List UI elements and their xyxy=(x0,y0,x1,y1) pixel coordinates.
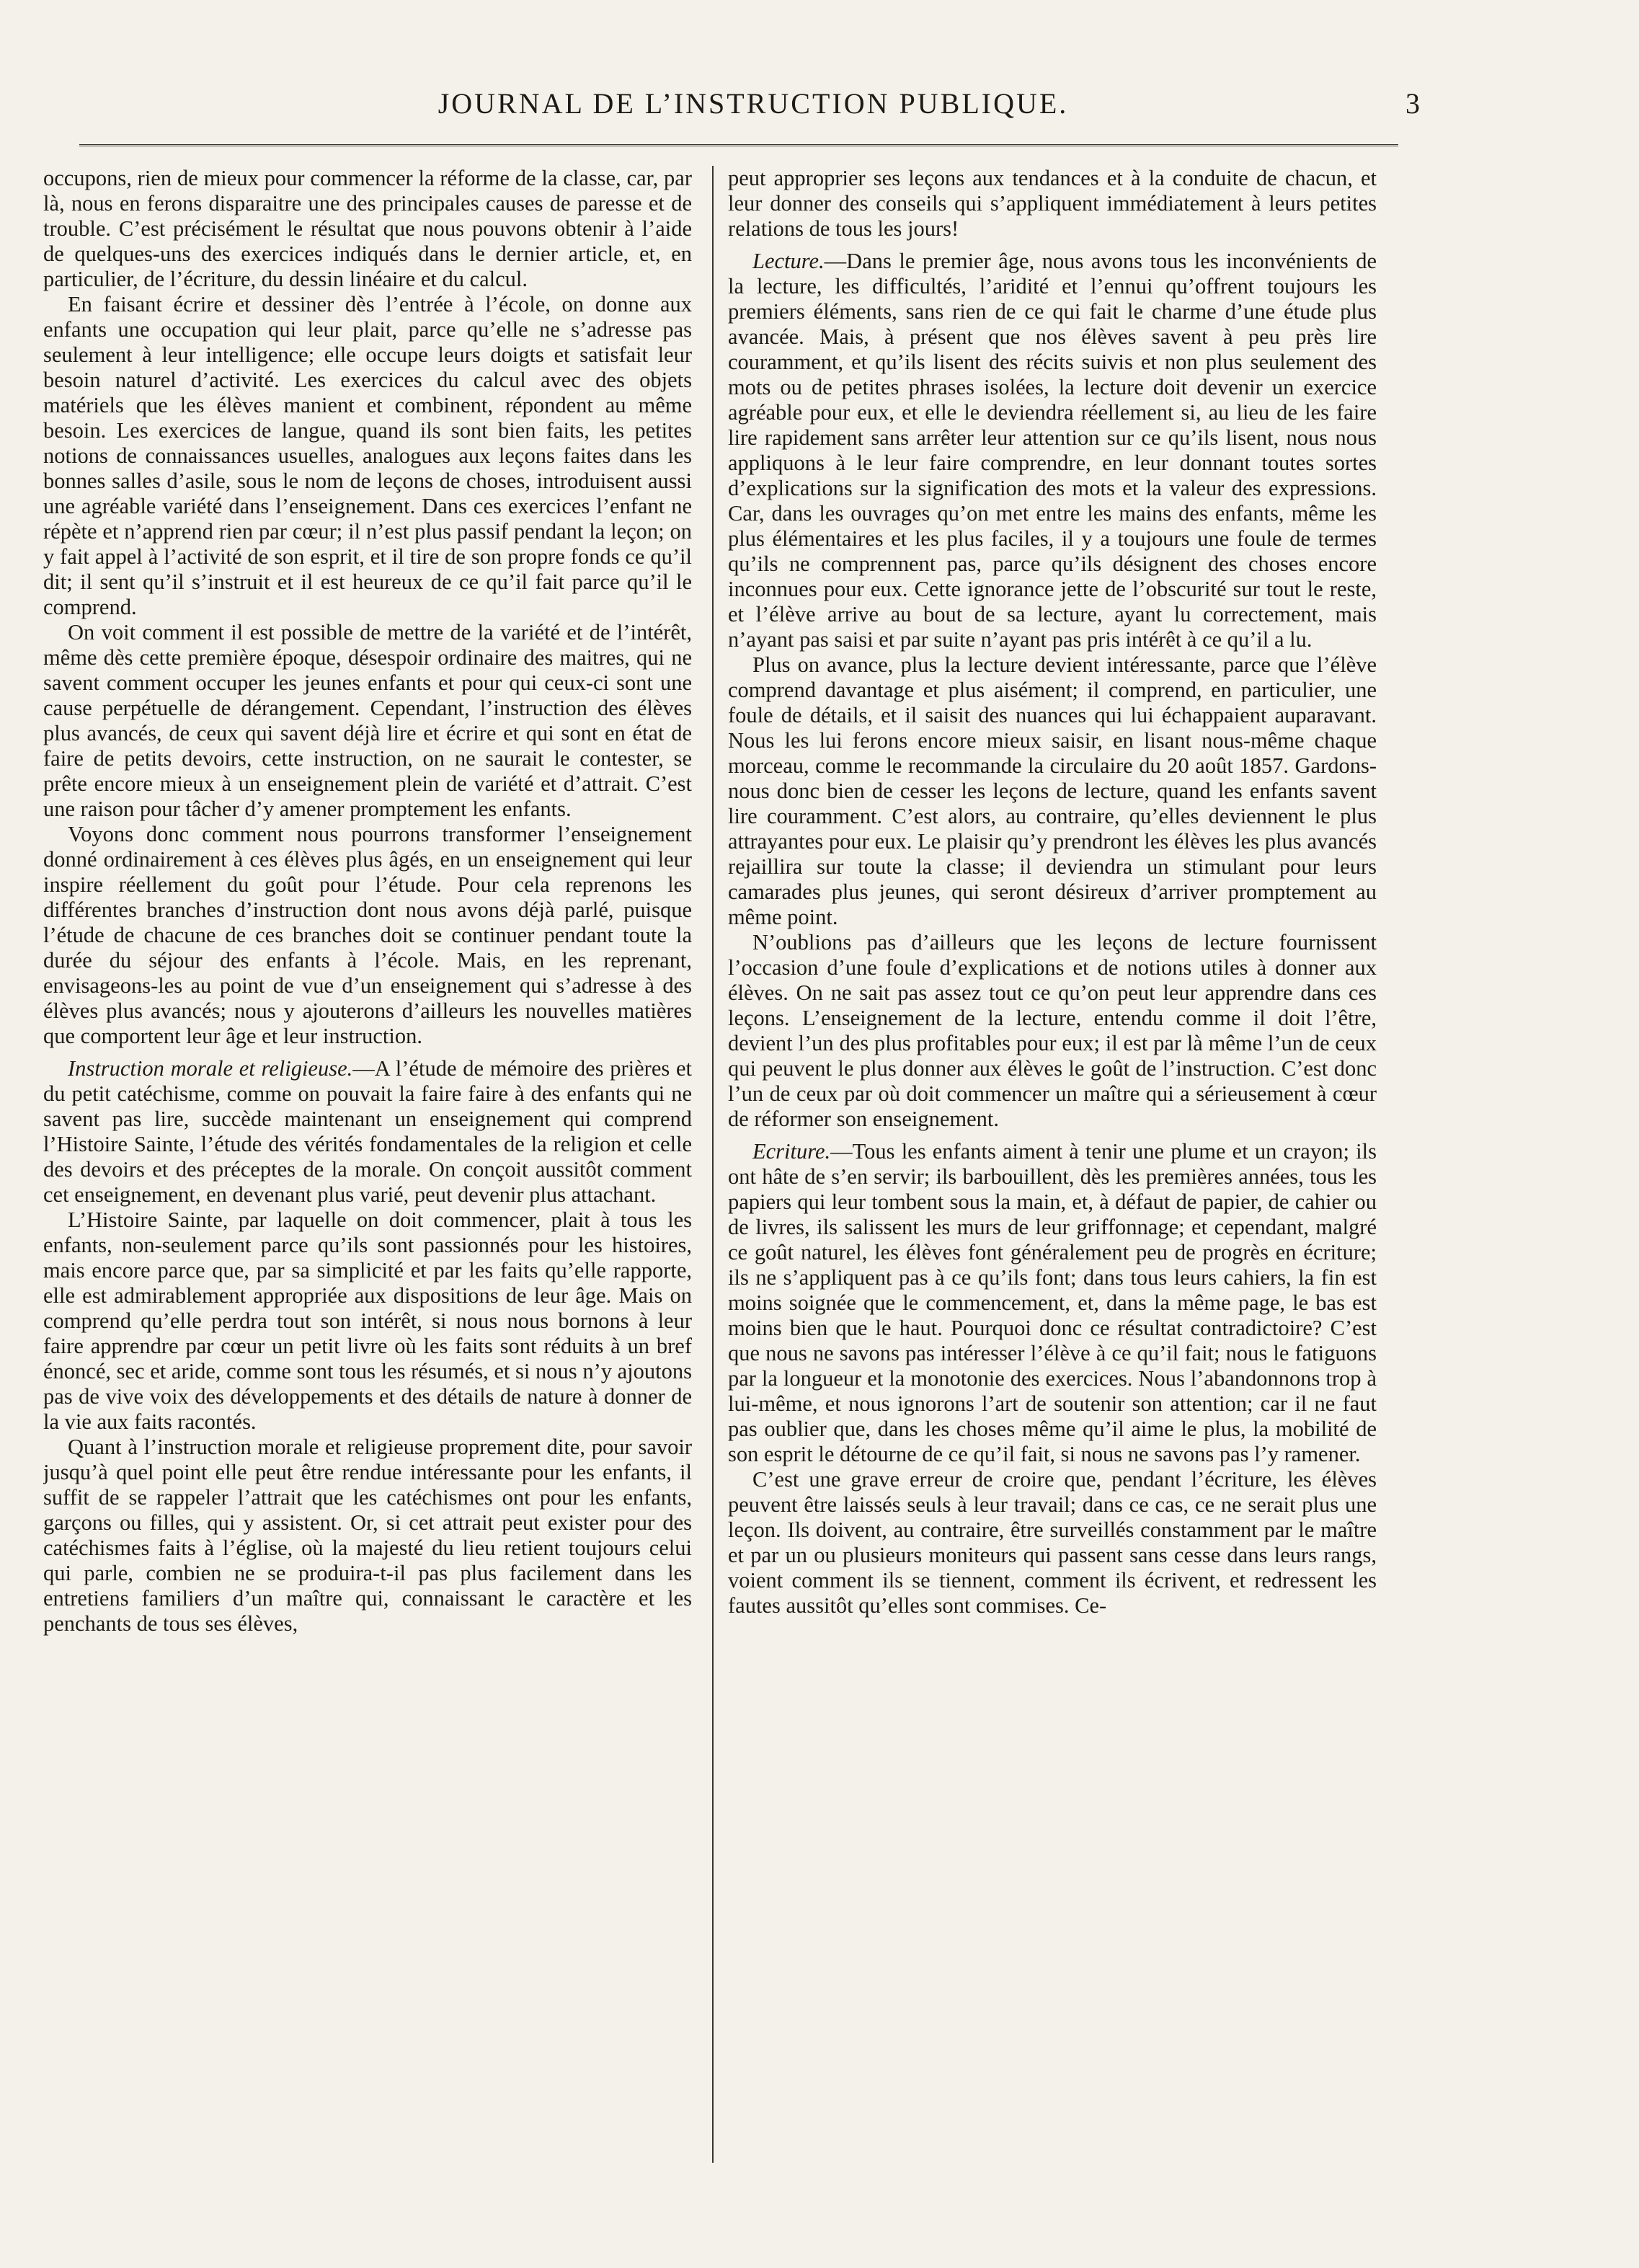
paragraph-text: —A l’étude de mémoire des prières et du petit catéchisme, comme on pouvait la faire faire à des enfants qui ne savent pas lire, succède maintenant un enseignement qui comprend l’Histoire Sainte, l’étude des vérités fondamentales de la religion et celle des devoirs et des préceptes de la morale. On conçoit aussitôt comment cet enseignement, en devenant plus varié, peut devenir plus attachant. xyxy=(43,1056,692,1207)
section-title-instruction-morale: Instruction morale et religieuse. xyxy=(68,1056,353,1081)
paragraph: Quant à l’instruction morale et religieuse proprement dite, pour savoir jusqu’à quel point elle peut être rendue intéressante pour les enfants, il suffit de se rappeler l’attrait que les catéchismes ont pour les enfants, garçons ou filles, qui y assistent. Or, si cet attrait peut exister pour des catéchismes faits à l’église, où la majesté du lieu retient toujours celui qui parle, combien ne se produira-t-il pas plus facilement dans les entretiens familiers d’un maître qui, connaissant le caractère et les penchants de tous ses élèves, xyxy=(43,1435,692,1636)
paragraph xyxy=(728,249,1377,652)
paragraph: N’oublions pas d’ailleurs que les leçons de lecture fournissent l’occasion d’une foule d’explications et de notions utiles à donner aux élèves. On ne sait pas assez tout ce qu’on peut leur apprendre dans ces leçons. L’enseignement de la lecture, entendu comme il doit l’être, devient l’un des plus profitables pour eux; il est par là même l’un de ceux qui peuvent le plus donner aux élèves le goût de l’instruction. C’est donc l’un de ceux par où doit commencer un maître qui a sérieusement à cœur de réformer son enseignement. xyxy=(728,930,1377,1131)
column-divider xyxy=(712,166,714,2163)
right-column xyxy=(728,166,1377,2242)
header-rule xyxy=(79,144,1398,146)
page-number: 3 xyxy=(1405,87,1420,120)
paragraph xyxy=(728,1139,1377,1467)
paragraph-text: —Dans le premier âge, nous avons tous les inconvénients de la lecture, les difficultés, l’aridité et l’ennui qu’offrent toujours les premiers éléments, sans rien de ce qui fait le charme d’une étude plus avancée. Mais, à présent que nos élèves savent à peu près lire couramment, et qu’ils lisent des récits suivis et non plus seulement des mots ou de petites phrases isolées, la lecture doit devenir un exercice agréable pour eux, et elle le deviendra réellement si, au lieu de les faire lire rapidement sans arrêter leur attention sur ce qu’ils lisent, nous nous appliquons à le leur faire comprendre, en leur donnant toutes sortes d’explications sur la signification des mots et la valeur des expressions. Car, dans les ouvrages qu’on met entre les mains des enfants, même les plus élémentaires et les plus faciles, il y a toujours une foule de termes qu’ils ne comprennent pas, parce qu’ils désignent des choses encore inconnues pour eux. Cette ignorance jette de l’obscurité sur tout le reste, et l’élève arrive au bout de sa lecture, ayant lu correctement, mais n’ayant pas saisi et par suite n’ayant pas pris intérêt à ce qu’il a lu. xyxy=(728,249,1377,652)
section-title-ecriture: Ecriture. xyxy=(752,1139,831,1164)
paragraph: On voit comment il est possible de mettre de la variété et de l’intérêt, même dès cette première époque, désespoir ordinaire des maitres, qui ne savent comment occuper les jeunes enfants et pour qui ceux-ci sont une cause perpétuelle de dérangement. Cependant, l’instruction des élèves plus avancés, de ceux qui savent déjà lire et écrire et qui sont en état de faire de petits devoirs, cette instruction, on ne saurait le contester, se prête encore mieux à un enseignement plein de variété et d’attrait. C’est une raison pour tâcher d’y amener promptement les enfants. xyxy=(43,620,692,821)
left-column xyxy=(43,166,692,2242)
paragraph: En faisant écrire et dessiner dès l’entrée à l’école, on donne aux enfants une occupation qui leur plait, parce qu’elle ne s’adresse pas seulement à leur intelligence; elle occupe leurs doigts et satisfait leur besoin naturel d’activité. Les exercices du calcul avec des objets matériels que les élèves manient et combinent, répondent au même besoin. Les exercices de langue, quand ils sont bien faits, les petites notions de connaissances usuelles, analogues aux leçons faites dans les bonnes salles d’asile, sous le nom de leçons de choses, introduisent aussi une agréable variété dans l’enseignement. Dans ces exercices l’enfant ne répète et n’apprend rien par cœur; il n’est plus passif pendant la leçon; on y fait appel à l’activité de son esprit, et il tire de son propre fonds ce qu’il dit; il sent qu’il s’instruit et il est heureux de ce qu’il fait parce qu’il le comprend. xyxy=(43,292,692,619)
paragraph: Voyons donc comment nous pourrons transformer l’enseignement donné ordinairement à ces élèves plus âgés, en un enseignement qui leur inspire réellement du goût pour l’étude. Pour cela reprenons les différentes branches d’instruction dont nous avons déjà parlé, puisque l’étude de chacune de ces branches doit se continuer pendant toute la durée du séjour des enfants à l’école. Mais, en les reprenant, envisageons-les au point de vue d’un enseignement qui s’adresse à des élèves plus avancés; nous y ajouterons d’ailleurs les nouvelles matières que comportent leur âge et leur instruction. xyxy=(43,822,692,1048)
paragraph: occupons, rien de mieux pour commencer la réforme de la classe, car, par là, nous en ferons disparaitre une des principales causes de paresse et de trouble. C’est précisément le résultat que nous pouvons obtenir à l’aide de quelques-uns des exercices indiqués dans le dernier article, et, en particulier, de l’écriture, du dessin linéaire et du calcul. xyxy=(43,166,692,291)
paragraph: L’Histoire Sainte, par laquelle on doit commencer, plait à tous les enfants, non-seulement parce qu’ils sont passionnés pour les histoires, mais encore parce que, par sa simplicité et par les faits qu’elle rapporte, elle est admirablement appropriée aux dispositions de leur âge. Mais on comprend qu’elle perdra tout son intérêt, si nous nous bornons à leur faire apprendre par cœur un petit livre où les faits sont réduits à un bref énoncé, sec et aride, comme sont tous les résumés, et si nous n’y ajoutons pas de vive voix des développements et des détails de nature à donner de la vie aux faits racontés. xyxy=(43,1208,692,1434)
journal-title: JOURNAL DE L’INSTRUCTION PUBLIQUE. xyxy=(437,87,1069,120)
paragraph: peut approprier ses leçons aux tendances et à la conduite de chacun, et leur donner des conseils qui s’appliquent immédiatement à leurs petites relations de tous les jours! xyxy=(728,166,1377,241)
section-title-lecture: Lecture. xyxy=(752,249,825,273)
paragraph xyxy=(43,1056,692,1208)
page-header xyxy=(86,79,1420,130)
paragraph-text: —Tous les enfants aiment à tenir une plume et un crayon; ils ont hâte de s’en servir; ils barbouillent, dès les premières années, tous les papiers qui leur tombent sous la main, et, à défaut de papier, de cahier ou de livres, ils salissent les murs de leur griffonnage; et cependant, malgré ce goût naturel, les élèves font généralement peu de progrès en écriture; ils ne s’appliquent pas à ce qu’ils font; dans tous leurs cahiers, la fin est moins soignée que le commencement, et, dans la même page, le bas est moins bien que le haut. Pourquoi donc ce résultat contradictoire? C’est que nous ne savons pas intéresser l’élève à ce qu’il fait; nous le fatiguons par la longueur et la monotonie des exercices. Nous l’abandonnons trop à lui-même, et nous ignorons l’art de soutenir son attention; car il ne faut pas oublier que, dans les choses même qu’il aime le plus, la mobilité de son esprit le détourne de ce qu’il fait, si nous ne savons pas l’y ramener. xyxy=(728,1139,1377,1466)
paragraph: Plus on avance, plus la lecture devient intéressante, parce que l’élève comprend davantage et plus aisément; il comprend, en particulier, une foule de détails, et il saisit des nuances qui lui échappaient auparavant. Nous les lui ferons encore mieux saisir, en lisant nous-même chaque morceau, comme le recommande la circulaire du 20 août 1857. Gardons-nous donc bien de cesser les leçons de lecture, quand les enfants savent lire couramment. C’est alors, au contraire, qu’elles deviennent le plus attrayantes pour eux. Le plaisir qu’y prendront les élèves les plus avancés rejaillira sur toute la classe; il deviendra un stimulant pour leurs camarades plus jeunes, qui seront désireux d’arriver promptement au même point. xyxy=(728,652,1377,929)
paragraph: C’est une grave erreur de croire que, pendant l’écriture, les élèves peuvent être laissés seuls à leur travail; dans ce cas, ce ne serait plus une leçon. Ils doivent, au contraire, être surveillés constamment par le maître et par un ou plusieurs moniteurs qui passent sans cesse dans leurs rangs, voient comment ils se tiennent, comment ils écrivent, et redressent les fautes aussitôt qu’elles sont commises. Ce- xyxy=(728,1467,1377,1618)
